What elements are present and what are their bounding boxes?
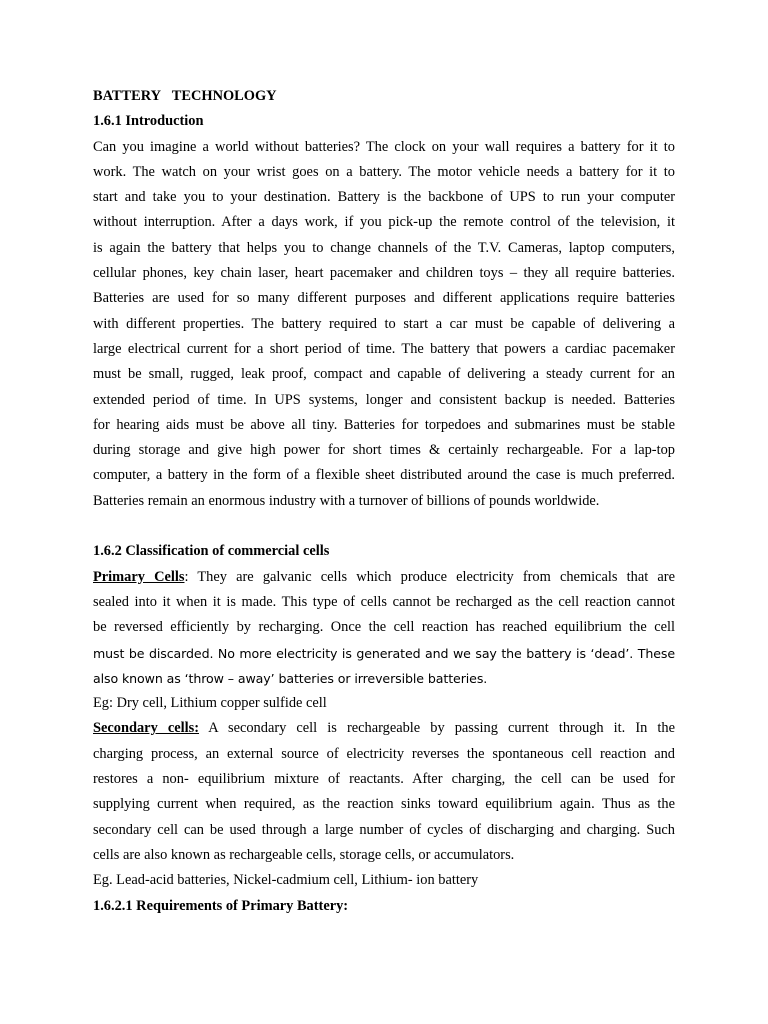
section-heading-primary-requirements: 1.6.2.1 Requirements of Primary Battery: xyxy=(93,897,349,914)
paragraph-line: for hearing aids must be above all tiny. Batteries for torpedoes and submarines must be stable xyxy=(93,416,675,433)
paragraph-line: be reversed efficiently by recharging. Once the cell reaction has reached equilibrium the cell xyxy=(93,619,675,636)
paragraph-line: is again the battery that helps you to change channels of the T.V. Cameras, laptop computers, xyxy=(93,239,675,256)
paragraph-line: during storage and give high power for short times & certainly rechargeable. For a lap-top xyxy=(93,442,675,459)
paragraph-line: computer, a battery in the form of a flexible sheet distributed around the case is much preferred. xyxy=(93,467,675,484)
paragraph-line: large electrical current for a short period of time. The battery that powers a cardiac pacemaker xyxy=(93,340,675,357)
paragraph-line: must be small, rugged, leak proof, compact and capable of delivering a steady current for an xyxy=(93,366,675,383)
paragraph-line: Batteries are used for so many different purposes and different applications require batteries xyxy=(93,290,675,307)
paragraph-line: extended period of time. In UPS systems, longer and consistent backup is needed. Batteries xyxy=(93,391,675,408)
paragraph-line xyxy=(93,565,675,590)
section-heading-classification: 1.6.2 Classification of commercial cells xyxy=(93,543,330,560)
secondary-cells-label: Secondary cells: xyxy=(93,720,200,737)
primary-cells-label: Primary Cells xyxy=(93,568,185,585)
secondary-cells-paragraph xyxy=(93,716,675,893)
paragraph-line: charging process, an external source of electricity reverses the spontaneous cell reaction and xyxy=(93,745,675,762)
paragraph-line: Batteries remain an enormous industry with a turnover of billions of pounds worldwide. xyxy=(93,492,600,509)
paragraph-line: with different properties. The battery required to start a car must be capable of delivering a xyxy=(93,315,675,332)
paragraph-line: start and take you to your destination. Battery is the backbone of UPS to run your computer xyxy=(93,189,675,206)
paragraph-line: sealed into it when it is made. This type of cells cannot be recharged as the cell reaction cannot xyxy=(93,593,675,610)
paragraph-line: cellular phones, key chain laser, heart pacemaker and children toys – they all require batteries. xyxy=(93,265,675,282)
primary-cells-paragraph xyxy=(93,565,675,717)
introduction-paragraph xyxy=(93,135,675,514)
secondary-cells-text: A secondary cell is rechargeable by passing current through it. In the xyxy=(199,720,675,737)
paragraph-line: supplying current when required, as the reaction sinks toward equilibrium again. Thus as the xyxy=(93,796,675,813)
paragraph-line: restores a non- equilibrium mixture of reactants. After charging, the cell can be used for xyxy=(93,771,675,788)
paragraph-line xyxy=(93,716,675,741)
paragraph-line: also known as ‘throw – away’ batteries or irreversible batteries. xyxy=(93,670,488,686)
primary-cells-text: : They are galvanic cells which produce electricity from chemicals that are xyxy=(184,568,675,585)
paragraph-line: cells are also known as rechargeable cells, storage cells, or accumulators. xyxy=(93,846,515,863)
paragraph-line: secondary cell can be used through a large number of cycles of discharging and charging. Such xyxy=(93,821,675,838)
secondary-cells-example: Eg. Lead-acid batteries, Nickel-cadmium cell, Lithium- ion battery xyxy=(93,872,479,889)
paragraph-line: Can you imagine a world without batteries? The clock on your wall requires a battery for it to xyxy=(93,138,675,155)
paragraph-line: without interruption. After a days work, if you pick-up the remote control of the television, it xyxy=(93,214,675,231)
document-title: BATTERY TECHNOLOGY xyxy=(93,88,277,104)
paragraph-line: must be discarded. No more electricity is generated and we say the battery is ‘dead’. These xyxy=(93,645,675,661)
paragraph-spacer xyxy=(93,514,675,539)
primary-cells-example: Eg: Dry cell, Lithium copper sulfide cell xyxy=(93,695,327,712)
document-body xyxy=(93,84,675,919)
section-heading-introduction: 1.6.1 Introduction xyxy=(93,113,204,130)
paragraph-line: work. The watch on your wrist goes on a battery. The motor vehicle needs a battery for it to xyxy=(93,163,675,180)
